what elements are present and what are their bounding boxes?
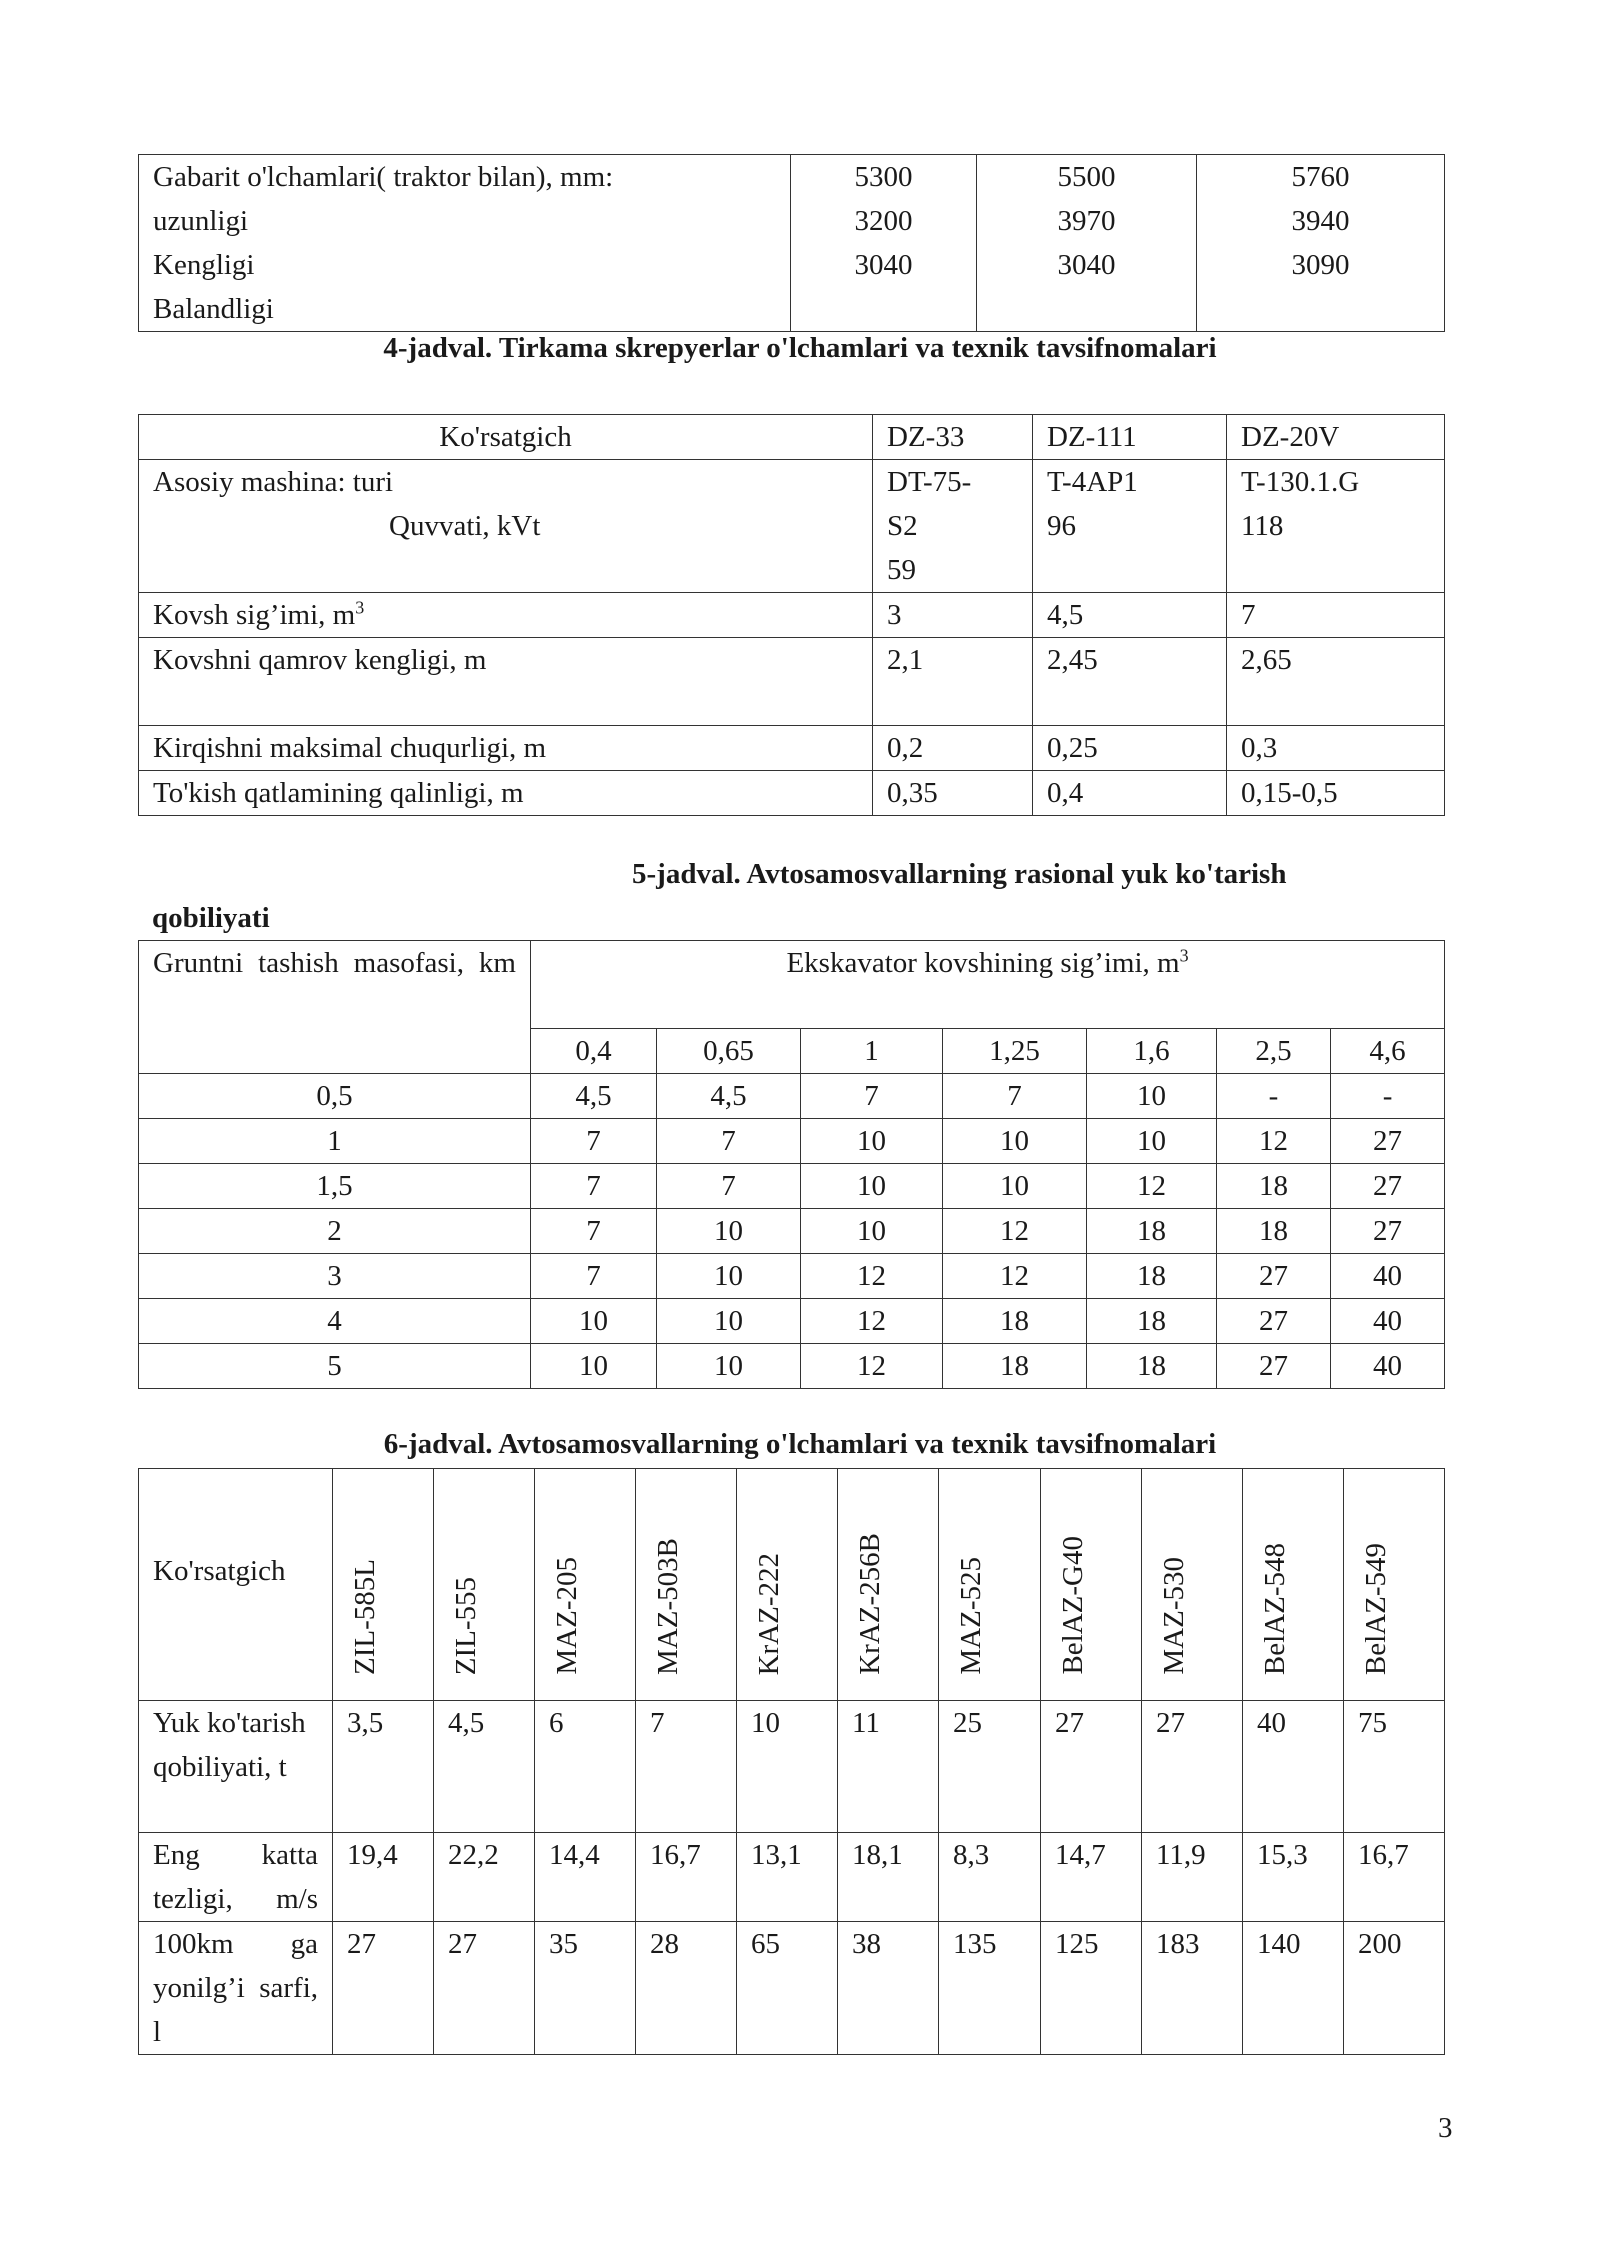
table5-caption-continued: qobiliyati — [152, 902, 270, 934]
table-cell: 10 — [801, 1209, 943, 1254]
table-cell: 27 — [1142, 1701, 1243, 1833]
table-cell: 0,4 — [1033, 771, 1227, 816]
column-header — [737, 1469, 838, 1701]
table-cell: 0,2 — [873, 726, 1033, 771]
table-cell: 10 — [1087, 1119, 1217, 1164]
model-name: MAZ-503B — [652, 1538, 684, 1675]
table-cell: 18 — [943, 1344, 1087, 1389]
table-cell: 27 — [333, 1922, 434, 2055]
row-label: Kovshni qamrov kengligi, m — [139, 638, 873, 726]
table-cell: 140 — [1243, 1922, 1344, 2055]
table-cell: 40 — [1331, 1344, 1445, 1389]
table-cell: 28 — [636, 1922, 737, 2055]
table-cell: 40 — [1331, 1299, 1445, 1344]
table-cell: 27 — [1331, 1164, 1445, 1209]
table-cell: 2,65 — [1227, 638, 1445, 726]
row-label: Eng katta tezligi, m/s — [139, 1833, 333, 1922]
table-row — [139, 1833, 1445, 1922]
table-row — [139, 1299, 1445, 1344]
table-cell: 7 — [531, 1164, 657, 1209]
table-row — [139, 771, 1445, 816]
table-cell: 18 — [1087, 1299, 1217, 1344]
table-cell: 27 — [1217, 1299, 1331, 1344]
table-cell: 14,7 — [1041, 1833, 1142, 1922]
table-cell: 10 — [657, 1344, 801, 1389]
page-number: 3 — [1438, 2112, 1453, 2144]
table-cell: 12 — [1087, 1164, 1217, 1209]
table-cell: 12 — [1217, 1119, 1331, 1164]
model-name: BelAZ-548 — [1259, 1542, 1291, 1675]
table-cell: 12 — [801, 1299, 943, 1344]
row-label: Kirqishni maksimal chuqurligi, m — [139, 726, 873, 771]
column-header: Ko'rsatgich — [139, 415, 873, 460]
table-cell: 4,5 — [531, 1074, 657, 1119]
bucket-capacity-header — [531, 941, 1445, 1029]
table-cell: 7 — [531, 1209, 657, 1254]
table-row — [139, 638, 1445, 726]
table-row — [139, 1344, 1445, 1389]
machine-power-label: Quvvati, kVt — [389, 510, 541, 542]
table-cell: 4,5 — [434, 1701, 535, 1833]
table-cell: 7 — [657, 1164, 801, 1209]
table-cell: 15,3 — [1243, 1833, 1344, 1922]
table-cell: 3,5 — [333, 1701, 434, 1833]
column-header — [1243, 1469, 1344, 1701]
machine-type-label: Asosiy mashina: turi — [153, 466, 394, 498]
table-cell: 18 — [1087, 1209, 1217, 1254]
table-cell: 4,5 — [657, 1074, 801, 1119]
column-header: DZ-111 — [1033, 415, 1227, 460]
table-cell: T-130.1.G 118 — [1227, 460, 1445, 593]
distance-cell: 1 — [139, 1119, 531, 1164]
model-name: MAZ-205 — [551, 1557, 583, 1675]
table-cell: 18 — [1087, 1344, 1217, 1389]
table-cell: 10 — [737, 1701, 838, 1833]
column-header: Ko'rsatgich — [139, 1469, 333, 1701]
column-header — [636, 1469, 737, 1701]
bucket-label: Kovsh sig’imi, m — [153, 599, 356, 631]
table6-caption: 6-jadval. Avtosamosvallarning o'lchamlari va texnik tavsifnomalari — [383, 1428, 1217, 1460]
table-cell: 10 — [801, 1164, 943, 1209]
distance-cell: 2 — [139, 1209, 531, 1254]
column-header — [535, 1469, 636, 1701]
column-header — [333, 1469, 434, 1701]
table-row — [139, 1209, 1445, 1254]
column-header: DZ-33 — [873, 415, 1033, 460]
table-row — [139, 1701, 1445, 1833]
model-name: ZIL-585L — [349, 1559, 381, 1675]
table-cell: 27 — [1217, 1344, 1331, 1389]
column-header: DZ-20V — [1227, 415, 1445, 460]
table-cell: 27 — [1041, 1701, 1142, 1833]
table-cell: 25 — [939, 1701, 1041, 1833]
dimensions-value: 5760 3940 3090 — [1197, 155, 1445, 332]
table-cell: 7 — [531, 1254, 657, 1299]
table-cell: 10 — [943, 1119, 1087, 1164]
table-cell: 18,1 — [838, 1833, 939, 1922]
model-name: BelAZ-G40 — [1057, 1536, 1089, 1675]
table-cell: 14,4 — [535, 1833, 636, 1922]
distance-column-header: Gruntni tashish masofasi, km — [139, 941, 531, 1074]
table-cell: 3 — [873, 593, 1033, 638]
table-cell: 12 — [943, 1209, 1087, 1254]
column-header — [838, 1469, 939, 1701]
column-header — [939, 1469, 1041, 1701]
table-row — [139, 941, 1445, 1029]
column-header — [434, 1469, 535, 1701]
table5 — [138, 940, 1445, 1389]
model-name: KrAZ-256B — [854, 1533, 886, 1675]
table-cell: 18 — [1087, 1254, 1217, 1299]
table-cell: 11,9 — [1142, 1833, 1243, 1922]
row-label: Yuk ko'tarish qobiliyati, t — [139, 1701, 333, 1833]
superscript: 3 — [1179, 945, 1189, 966]
distance-cell: 0,5 — [139, 1074, 531, 1119]
dimensions-value: 5500 3970 3040 — [977, 155, 1197, 332]
table-cell: 18 — [1217, 1209, 1331, 1254]
table-cell: 10 — [801, 1119, 943, 1164]
model-name: MAZ-530 — [1158, 1557, 1190, 1675]
table-cell: 27 — [1217, 1254, 1331, 1299]
table-cell: 8,3 — [939, 1833, 1041, 1922]
table-cell: 40 — [1243, 1701, 1344, 1833]
row-label: To'kish qatlamining qalinligi, m — [139, 771, 873, 816]
table-cell: 0,35 — [873, 771, 1033, 816]
table-row — [139, 1119, 1445, 1164]
table-cell: 0,25 — [1033, 726, 1227, 771]
dimensions-value: 5300 3200 3040 — [791, 155, 977, 332]
column-header: 1 — [801, 1029, 943, 1074]
table-cell: 7 — [943, 1074, 1087, 1119]
column-header — [1344, 1469, 1445, 1701]
table-cell: 10 — [531, 1299, 657, 1344]
column-header — [1142, 1469, 1243, 1701]
table-cell: - — [1331, 1074, 1445, 1119]
table-cell: 38 — [838, 1922, 939, 2055]
table-cell: 10 — [1087, 1074, 1217, 1119]
table-cell: 6 — [535, 1701, 636, 1833]
distance-cell: 1,5 — [139, 1164, 531, 1209]
column-header: 1,6 — [1087, 1029, 1217, 1074]
table-cell: 10 — [657, 1299, 801, 1344]
table-cell: 65 — [737, 1922, 838, 2055]
column-header: 4,6 — [1331, 1029, 1445, 1074]
table4-caption: 4-jadval. Tirkama skrepyerlar o'lchamlari va texnik tavsifnomalari — [383, 332, 1217, 364]
row-label — [139, 593, 873, 638]
table-row — [139, 1164, 1445, 1209]
table5-caption: 5-jadval. Avtosamosvallarning rasional yuk ko'tarish — [632, 858, 1287, 890]
table-row — [139, 593, 1445, 638]
table-cell: 18 — [1217, 1164, 1331, 1209]
table-cell: 183 — [1142, 1922, 1243, 2055]
table-cell: 10 — [531, 1344, 657, 1389]
table-cell: 7 — [657, 1119, 801, 1164]
table-cell: T-4AP1 96 — [1033, 460, 1227, 593]
table-cell: 2,1 — [873, 638, 1033, 726]
table-cell: 27 — [1331, 1209, 1445, 1254]
table-cell: - — [1217, 1074, 1331, 1119]
row-label — [139, 460, 873, 593]
table-cell: 35 — [535, 1922, 636, 2055]
table-cell: 135 — [939, 1922, 1041, 2055]
table-cell: 2,45 — [1033, 638, 1227, 726]
table4 — [138, 414, 1445, 816]
table-cell: 125 — [1041, 1922, 1142, 2055]
superscript: 3 — [355, 597, 365, 618]
table-cell: 11 — [838, 1701, 939, 1833]
table-cell: 16,7 — [636, 1833, 737, 1922]
table-cell: 13,1 — [737, 1833, 838, 1922]
table-cell: 12 — [801, 1254, 943, 1299]
table-row — [139, 1922, 1445, 2055]
column-header: 2,5 — [1217, 1029, 1331, 1074]
model-name: BelAZ-549 — [1360, 1542, 1392, 1675]
table-cell: DT-75- S2 59 — [873, 460, 1033, 593]
column-header: 1,25 — [943, 1029, 1087, 1074]
table-cell: 22,2 — [434, 1833, 535, 1922]
table-cell: 40 — [1331, 1254, 1445, 1299]
model-name: KrAZ-222 — [753, 1552, 785, 1675]
table-row — [139, 155, 1445, 332]
column-header: 0,65 — [657, 1029, 801, 1074]
table-row — [139, 460, 1445, 593]
table-cell: 0,3 — [1227, 726, 1445, 771]
table-cell: 16,7 — [1344, 1833, 1445, 1922]
table-cell: 7 — [1227, 593, 1445, 638]
table-cell: 10 — [943, 1164, 1087, 1209]
table-cell: 10 — [657, 1254, 801, 1299]
distance-cell: 5 — [139, 1344, 531, 1389]
table-cell: 7 — [801, 1074, 943, 1119]
table-row — [139, 1074, 1445, 1119]
table-cell: 27 — [434, 1922, 535, 2055]
distance-cell: 4 — [139, 1299, 531, 1344]
distance-cell: 3 — [139, 1254, 531, 1299]
model-name: MAZ-525 — [955, 1557, 987, 1675]
table-cell: 4,5 — [1033, 593, 1227, 638]
column-header: 0,4 — [531, 1029, 657, 1074]
bucket-capacity-label: Ekskavator kovshining sig’imi, m — [786, 947, 1180, 979]
table-cell: 7 — [636, 1701, 737, 1833]
table-dimensions — [138, 154, 1445, 332]
table-cell: 27 — [1331, 1119, 1445, 1164]
row-label: 100km ga yonilg’i sarfi, l — [139, 1922, 333, 2055]
table-row — [139, 415, 1445, 460]
table-cell: 19,4 — [333, 1833, 434, 1922]
table-row — [139, 1469, 1445, 1701]
table-cell: 12 — [801, 1344, 943, 1389]
table-cell: 200 — [1344, 1922, 1445, 2055]
table-cell: 18 — [943, 1299, 1087, 1344]
table-cell: 0,15-0,5 — [1227, 771, 1445, 816]
table-row — [139, 1254, 1445, 1299]
table-cell: 12 — [943, 1254, 1087, 1299]
table-cell: 10 — [657, 1209, 801, 1254]
table6 — [138, 1468, 1445, 2055]
table-row — [139, 726, 1445, 771]
model-name: ZIL-555 — [450, 1576, 482, 1675]
table-cell: 7 — [531, 1119, 657, 1164]
dimensions-label: Gabarit o'lchamlari( traktor bilan), mm: uzunligi Kengligi Balandligi — [139, 155, 791, 332]
column-header — [1041, 1469, 1142, 1701]
table-cell: 75 — [1344, 1701, 1445, 1833]
